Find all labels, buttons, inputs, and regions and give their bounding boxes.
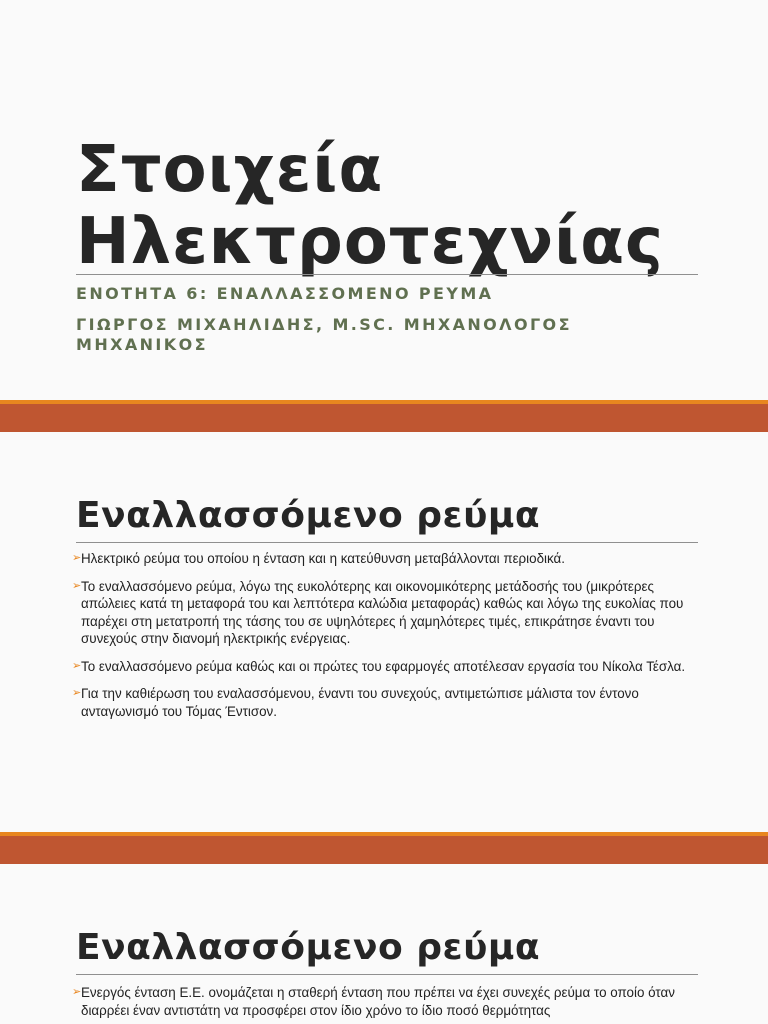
list-item [72, 984, 702, 1019]
bullet-text: Ενεργός ένταση Ε.Ε. ονομάζεται η σταθερή ένταση που πρέπει να έχει συνεχές ρεύμα το οποίο όταν διαρρέει έναν αντιστάτη να προσφέρει στον ίδιο χρόνο το ίδιο ποσό θερμότητας [81, 985, 675, 1018]
arrowhead-bullet-icon: ➢ [72, 579, 82, 592]
list-item [72, 550, 702, 568]
content-slide [0, 432, 768, 832]
heading-divider [76, 542, 698, 543]
bullet-text: Ηλεκτρικό ρεύμα του οποίου η ένταση και η κατεύθυνση μεταβάλλονται περιοδικά. [81, 551, 566, 566]
slide-separator [0, 832, 768, 864]
bullet-text: Για την καθιέρωση του εναλασσόμενου, έναντι του συνεχούς, αντιμετώπισε μάλιστα τον έντονο ανταγωνισμό του Τόμας Έντισον. [81, 686, 639, 719]
presentation-title [76, 134, 664, 278]
list-item [72, 658, 702, 676]
bullet-list [72, 984, 702, 1024]
presentation-title-line-1: Στοιχεία [76, 133, 384, 207]
subtitle-unit: ΕΝΟΤΗΤΑ 6: ΕΝΑΛΛΑΣΣΟΜΕΝΟ ΡΕΥΜΑ [76, 284, 494, 303]
bullet-text: Το εναλλασσόμενο ρεύμα, λόγω της ευκολότερης και οικονομικότερης μετάδοσής του (μικρότερες απώλειες κατά τη μεταφορά του και λεπτότερα καλώδια μεταφοράς) καθώς και λόγω της ευκολίας που παρέχει στη μετατροπή της τάσης του σε υψηλότερες ή χαμηλότερες τιμές, επικράτησε έναντι του συνεχούς στην διανομή ηλεκτρικής ενέργειας. [81, 578, 684, 646]
arrowhead-bullet-icon: ➢ [72, 986, 82, 998]
slide-heading: Εναλλασσόμενο ρεύμα [76, 927, 541, 968]
title-slide [0, 0, 768, 400]
bullet-text: Το εναλλασσόμενο ρεύμα καθώς και οι πρώτες του εφαρμογές αποτέλεσαν εργασία του Νίκολα Τέσλα. [81, 658, 686, 674]
list-item [72, 685, 702, 720]
subtitle-author: ΓΙΩΡΓΟΣ ΜΙΧΑΗΛΙΔΗΣ, M.SC. ΜΗΧΑΝΟΛΟΓΟΣ ΜΗΧΑΝΙΚΟΣ [76, 315, 572, 354]
presentation-title-line-2: Ηλεκτροτεχνίας [76, 205, 664, 279]
arrowhead-bullet-icon: ➢ [72, 687, 82, 699]
title-divider [76, 274, 698, 275]
arrowhead-bullet-icon: ➢ [72, 552, 82, 564]
list-item [72, 578, 702, 648]
slide-heading: Εναλλασσόμενο ρεύμα [76, 495, 541, 536]
content-slide [0, 864, 768, 1024]
slide-separator [0, 400, 768, 432]
heading-divider [76, 974, 698, 975]
arrowhead-bullet-icon: ➢ [72, 659, 82, 672]
bullet-list [72, 550, 702, 730]
